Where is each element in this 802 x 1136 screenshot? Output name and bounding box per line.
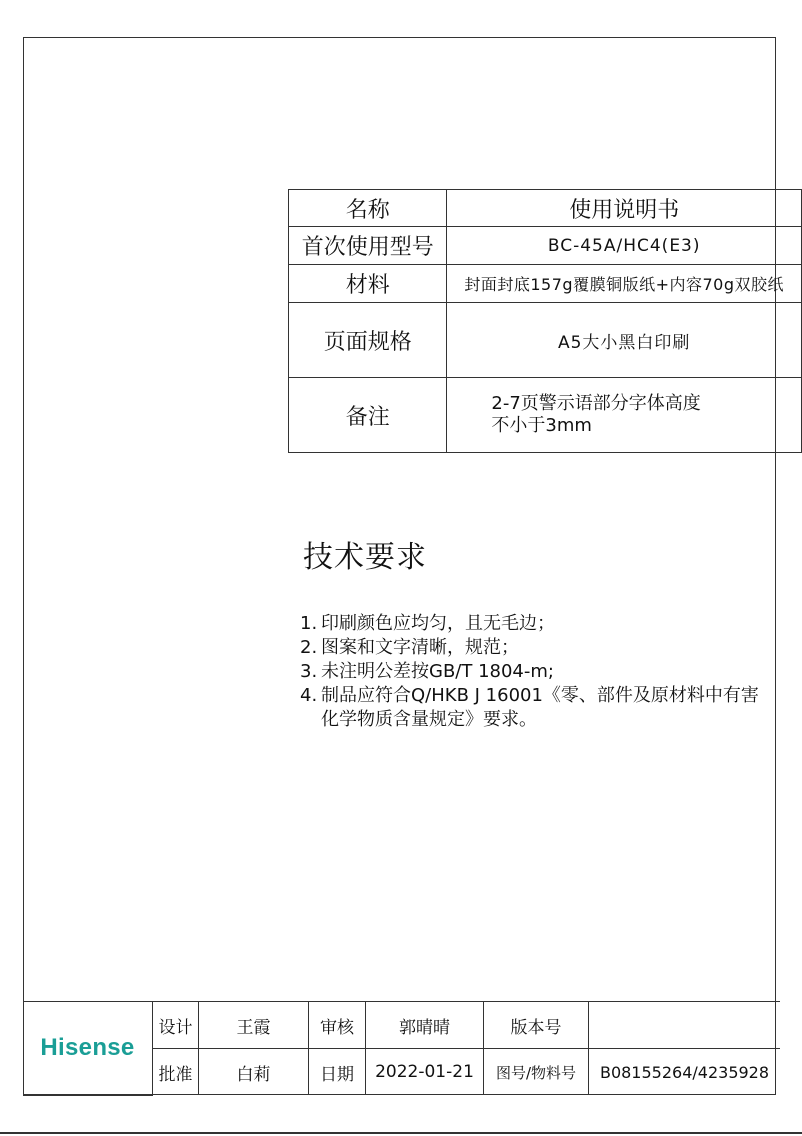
- spec-value-name: 使用说明书: [447, 190, 802, 227]
- spec-row-name: [289, 190, 802, 227]
- approver-name: 白莉: [199, 1049, 309, 1096]
- spec-key-material: 材料: [289, 265, 447, 303]
- spec-value-note: [447, 378, 802, 453]
- version-value: [589, 1002, 781, 1049]
- spec-value-page: A5大小黑白印刷: [447, 303, 802, 378]
- spec-row-material: [289, 265, 802, 303]
- tech-item-2: [300, 636, 770, 660]
- spec-key-model: 首次使用型号: [289, 227, 447, 265]
- tech-item-text: 图案和文字清晰，规范；: [321, 637, 519, 658]
- spec-note-line2: 不小于3mm: [491, 415, 592, 436]
- tech-item-text: 制品应符合Q/HKB J 16001《零、部件及原材料中有害化学物质含量规定》要求。: [321, 685, 759, 730]
- drawing-number-label: 图号/物料号: [484, 1049, 589, 1096]
- tech-item-1: [300, 612, 770, 636]
- title-block-row-1: [23, 1002, 780, 1049]
- page-bottom-rule: [0, 1132, 802, 1134]
- date-label: 日期: [309, 1049, 366, 1096]
- tech-item-3: [300, 660, 770, 684]
- tech-requirements-title: 技术要求: [303, 540, 427, 575]
- reviewer-name: 郭晴晴: [366, 1002, 484, 1049]
- design-label: 设计: [153, 1002, 199, 1049]
- tech-requirements-list: [300, 612, 770, 732]
- tech-item-number: 4.: [300, 685, 318, 706]
- version-label: 版本号: [484, 1002, 589, 1049]
- spec-row-model: [289, 227, 802, 265]
- tech-item-number: 2.: [300, 637, 318, 658]
- tech-item-number: 1.: [300, 613, 318, 634]
- drawing-number-value: B08155264/4235928: [589, 1049, 781, 1096]
- tech-item-text: 未注明公差按GB/T 1804-m;: [321, 661, 554, 682]
- spec-table: [288, 189, 802, 453]
- review-label: 审核: [309, 1002, 366, 1049]
- spec-row-page: [289, 303, 802, 378]
- spec-key-name: 名称: [289, 190, 447, 227]
- logo-cell: [23, 1002, 153, 1096]
- tech-item-number: 3.: [300, 661, 318, 682]
- approve-label: 批准: [153, 1049, 199, 1096]
- spec-value-model: BC-45A/HC4(E3): [447, 227, 802, 265]
- tech-item-text: 印刷颜色应均匀，且无毛边；: [321, 613, 555, 634]
- spec-note-line1: 2-7页警示语部分字体高度: [491, 393, 701, 414]
- spec-key-note: 备注: [289, 378, 447, 453]
- designer-name: 王霞: [199, 1002, 309, 1049]
- spec-key-page: 页面规格: [289, 303, 447, 378]
- title-block: [23, 1001, 780, 1096]
- spec-row-note: [289, 378, 802, 453]
- date-value: 2022-01-21: [366, 1049, 484, 1096]
- tech-item-4: [300, 684, 770, 732]
- hisense-logo: Hisense: [40, 1034, 135, 1062]
- spec-value-material: 封面封底157g覆膜铜版纸+内容70g双胶纸: [447, 265, 802, 303]
